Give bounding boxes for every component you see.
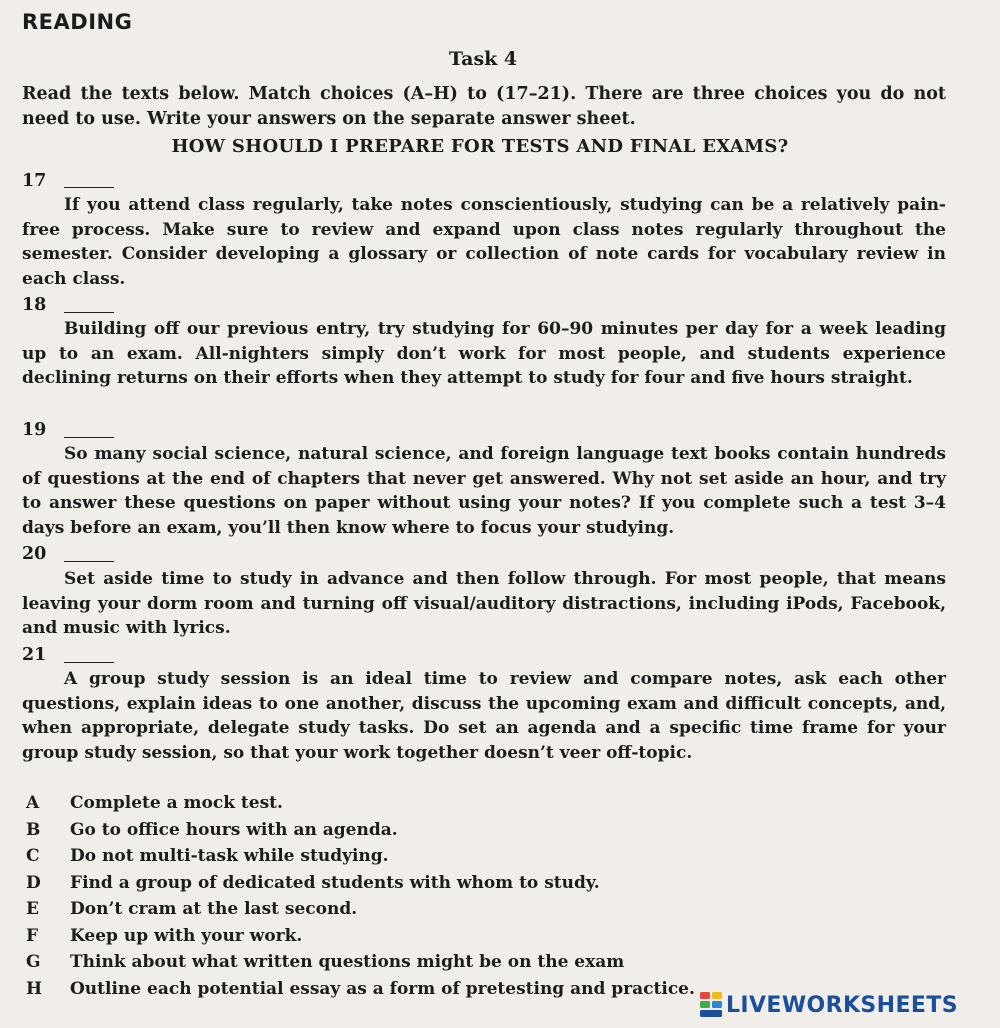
item-text-17: If you attend class regularly, take notes conscientiously, studying can be a relatively pain-free process. Make sure to review and expand upon class notes regularly throughout the semester. Consider developing a glossary or collection of note cards for vocabulary review in each class. <box>22 195 946 289</box>
choice-letter: C <box>26 846 40 866</box>
item-number-19: 19 <box>22 420 47 440</box>
answer-blank-21[interactable] <box>64 662 114 663</box>
choice-h <box>26 979 726 1006</box>
choice-text: Think about what written questions might be on the exam <box>70 952 625 972</box>
choice-c <box>26 846 726 873</box>
choice-e <box>26 899 726 926</box>
choice-letter: D <box>26 872 41 893</box>
choice-letter: F <box>26 925 39 946</box>
brand-logo[interactable] <box>700 992 958 1018</box>
instructions: Read the texts below. Match choices (A–H) to (17–21). There are three choices you do not need to use. Write your answers on the separate answer sheet. <box>22 84 946 129</box>
choices-list <box>26 793 726 1005</box>
answer-blank-17[interactable] <box>64 187 114 188</box>
choice-text: Complete a mock test. <box>70 793 283 813</box>
task-title: Task 4 <box>448 48 518 70</box>
choice-text: Go to office hours with an agenda. <box>70 819 398 840</box>
choice-text: Find a group of dedicated students with whom to study. <box>70 872 600 893</box>
choice-letter: E <box>26 899 39 919</box>
choice-g <box>26 952 726 979</box>
item-number-18: 18 <box>22 295 47 315</box>
item-number-21: 21 <box>22 645 47 665</box>
answer-blank-18[interactable] <box>64 312 114 313</box>
choice-letter: A <box>26 793 40 813</box>
item-text-20: Set aside time to study in advance and then follow through. For most people, that means leaving your dorm room and turning off visual/auditory distractions, including iPods, Facebook, and music with lyrics. <box>22 569 946 639</box>
choice-letter: H <box>26 978 43 999</box>
item-number-20: 20 <box>22 544 47 564</box>
brand-name: LIVEWORKSHEETS <box>726 992 958 1018</box>
choice-text: Don’t cram at the last second. <box>70 899 358 919</box>
item-text-19: So many social science, natural science, and foreign language text books contain hundreds of questions at the end of chapters that never get answered. Why not set aside an hour, and try to answer these questions on paper without using your notes? If you complete such a test 3–4 days before an exam, you’ll then know where to focus your studying. <box>22 444 946 538</box>
liveworksheets-logo-icon <box>700 992 722 1018</box>
choice-d <box>26 873 726 900</box>
item-text-18: Building off our previous entry, try studying for 60–90 minutes per day for a week leading up to an exam. All-nighters simply don’t work for most people, and students experience declining returns on their efforts when they attempt to study for four and five hours straight. <box>22 319 946 389</box>
choice-text: Keep up with your work. <box>70 925 303 946</box>
choice-text: Do not multi-task while studying. <box>70 846 389 866</box>
choice-text: Outline each potential essay as a form of pretesting and practice. <box>70 978 695 999</box>
answer-blank-19[interactable] <box>64 437 114 438</box>
choice-f <box>26 926 726 953</box>
item-number-17: 17 <box>22 171 47 191</box>
choice-a <box>26 793 726 820</box>
text-heading: HOW SHOULD I PREPARE FOR TESTS AND FINAL EXAMS? <box>171 136 789 157</box>
item-text-21: A group study session is an ideal time to review and compare notes, ask each other questions, explain ideas to one another, discuss the upcoming exam and difficult concepts, and, when appropriate, delegate study tasks. Do set an agenda and a specific time frame for your group study session, so that your work together doesn’t veer off-topic. <box>22 669 946 763</box>
choice-b <box>26 820 726 847</box>
answer-blank-20[interactable] <box>64 561 114 562</box>
section-title: READING <box>22 10 133 34</box>
choice-letter: B <box>26 819 41 840</box>
choice-letter: G <box>26 952 41 972</box>
